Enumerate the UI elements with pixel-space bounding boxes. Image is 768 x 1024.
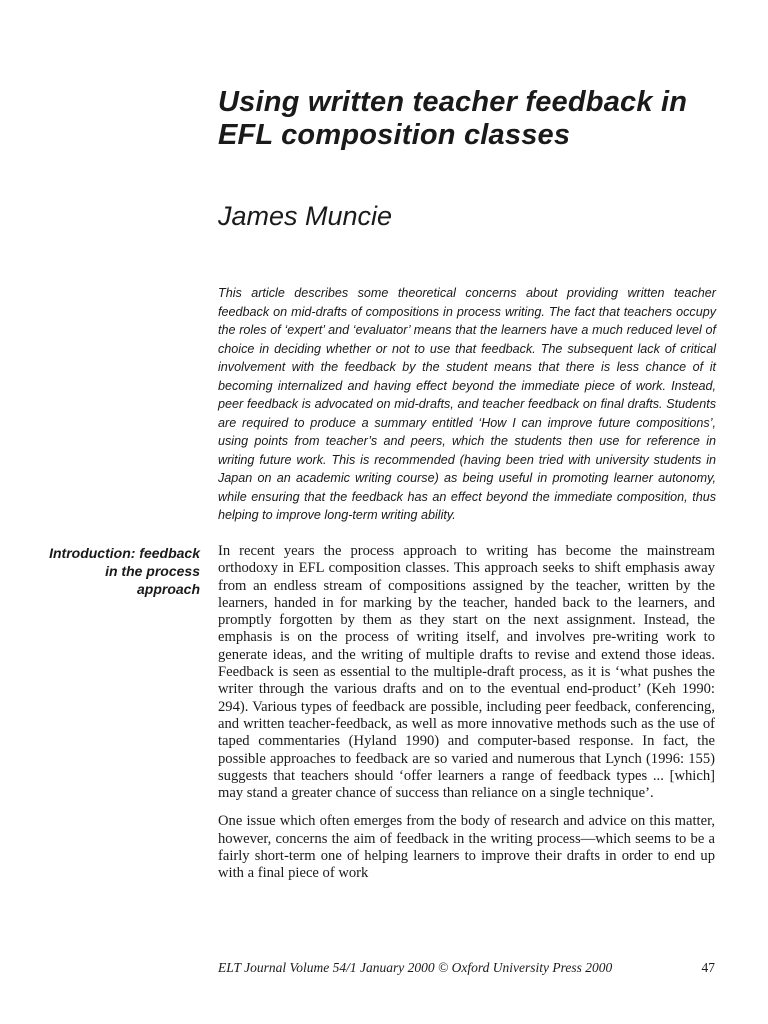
- journal-citation: ELT Journal Volume 54/1 January 2000 © Oxford University Press 2000: [218, 960, 613, 975]
- section-heading: Introduction: feedback in the process approach: [49, 545, 200, 597]
- body-paragraph: One issue which often emerges from the body of research and advice on this matter, however, concerns the aim of feedback in the writing process—which seems to be a fairly short-term one of helping learners to improve their drafts in order to end up with a final piece of work: [218, 813, 715, 882]
- page-footer: [218, 959, 715, 977]
- abstract: This article describes some theoretical concerns about providing written teacher feedback on mid-drafts of compositions in process writing. The fact that teachers occupy the roles of ‘expert’ and ‘evaluator’ means that the learners have a much reduced level of choice in deciding whether or not to use that feedback. The subsequent lack of critical involvement with the feedback by the student means that there is less chance of it becoming internalized and having effect beyond the immediate piece of work. Instead, peer feedback is advocated on mid-drafts, and teacher feedback on final drafts. Students are required to produce a summary entitled ‘How I can improve future compositions’, using points from teacher’s and peers, which the students then use for reference in writing future work. This is recommended (having been tried with university students in Japan on an academic writing course) as being useful in promoting learner autonomy, while ensuring that the feedback has an effect beyond the immediate composition, thus helping to improve long-term writing ability.: [218, 286, 716, 522]
- author-name: James Muncie: [218, 201, 393, 231]
- body-paragraph: In recent years the process approach to writing has become the mainstream orthodoxy in EFL composition classes. This approach seeks to shift emphasis away from an endless stream of compositions assigned by the teacher, written by the learners, handed in for marking by the teacher, handed back to the learners, and promptly forgotten by them as they start on the next assignment. Instead, the emphasis is on the process of writing itself, and involves pre-writing work to generate ideas, and the writing of multiple drafts to revise and extend those ideas. Feedback is seen as essential to the multiple-draft process, as it is ‘what pushes the writer through the various drafts and on to the eventual end-product’ (Keh 1990: 294). Various types of feedback are possible, including peer feedback, conferencing, and written teacher-feedback, as well as more innovative methods such as the use of taped commentaries (Hyland 1990) and computer-based response. In fact, the possible approaches to feedback are so varied and numerous that Lynch (1996: 155) suggests that teachers should ‘offer learners a range of feedback types ... [which] may stand a greater chance of success than reliance on a single technique’.: [218, 543, 715, 802]
- article-title: Using written teacher feedback in EFL composition classes: [218, 86, 688, 151]
- body-text: [218, 543, 715, 894]
- page-number: 47: [701, 960, 715, 975]
